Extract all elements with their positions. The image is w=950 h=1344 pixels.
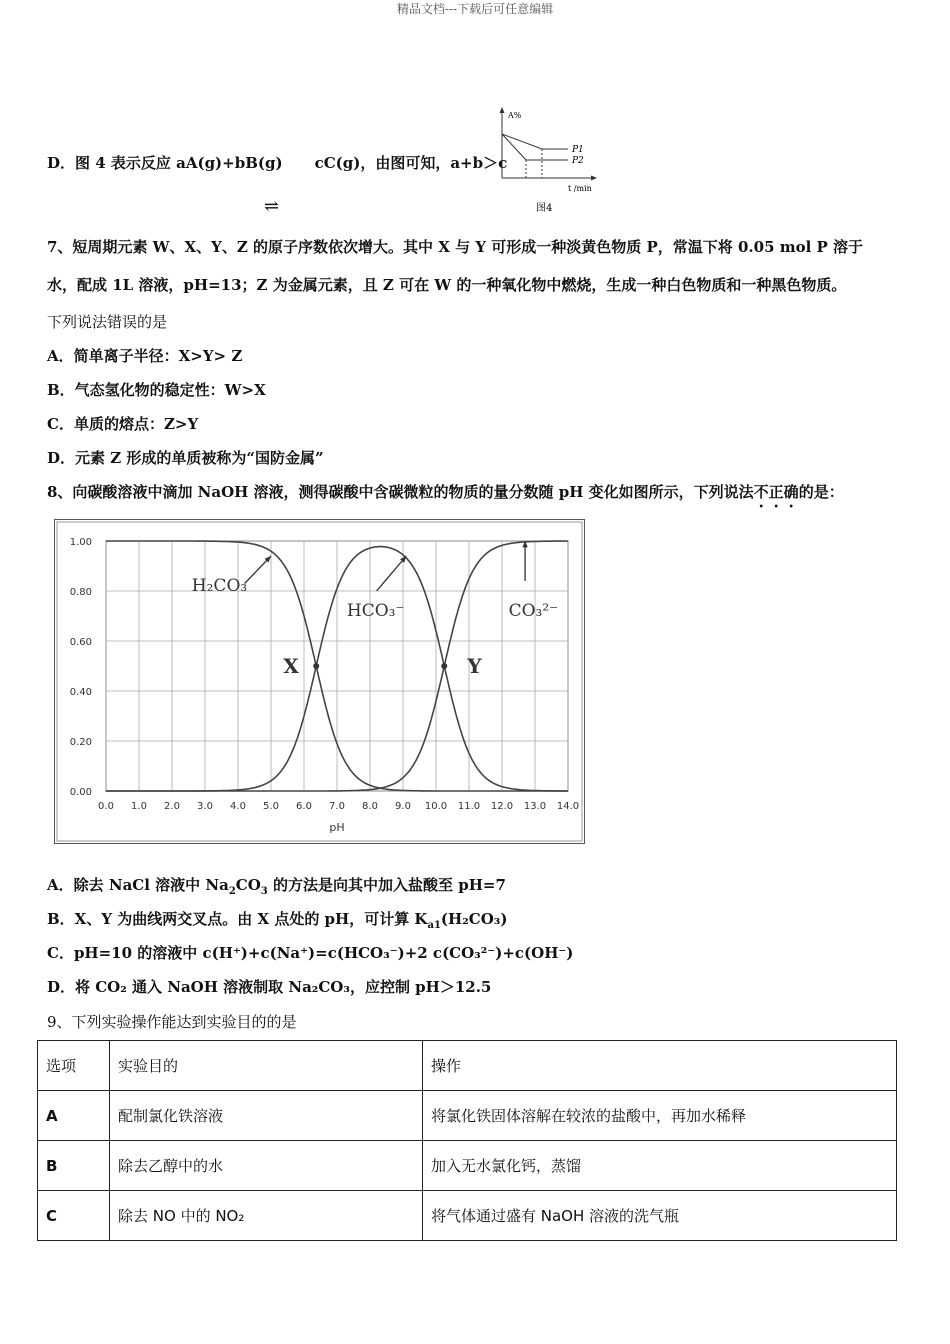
- x-tick-label: 9.0: [395, 801, 411, 812]
- q9-stem: 9、下列实验操作能达到实验目的的是: [47, 1013, 297, 1031]
- row-operation: 加入无水氯化钙，蒸馏: [423, 1141, 897, 1191]
- table-row: [38, 1191, 897, 1241]
- y-tick-label: 1.00: [69, 537, 92, 548]
- carbonate-distribution-chart: [54, 519, 586, 845]
- q8-stem-before: 8、向碳酸溶液中滴加 NaOH 溶液，测得碳酸中含碳微粒的物质的量分数随 pH 变化如图所示，下列说法: [47, 483, 754, 501]
- q9-table: [37, 1040, 897, 1241]
- x-tick-label: 0.0: [98, 801, 114, 812]
- x-tick-label: 5.0: [263, 801, 279, 812]
- fig4-caption: 图4: [536, 203, 553, 214]
- fig4-p1-label: P1: [572, 145, 584, 155]
- q8b-post: (H₂CO₃): [440, 910, 508, 928]
- x-axis-label: pH: [329, 821, 345, 834]
- x-tick-label: 14.0: [556, 801, 580, 812]
- q8-stem-emph: 不正确: [753, 483, 799, 501]
- row-option: B: [38, 1141, 110, 1191]
- q8-option-d: D．将 CO₂ 通入 NaOH 溶液制取 Na₂CO₃，应控制 pH＞12.5: [47, 978, 492, 996]
- fig4-p2-label: P2: [572, 156, 584, 166]
- x-tick-label: 10.0: [424, 801, 448, 812]
- series-label-0: H₂CO₃: [191, 576, 248, 596]
- page-header: 精品文档---下载后可任意编辑: [396, 2, 554, 16]
- q6d-prefix: D．图 4 表示反应 aA(g)+bB(g): [47, 154, 283, 172]
- q8-stem: [47, 481, 844, 511]
- x-tick-label: 7.0: [329, 801, 345, 812]
- q6-option-d: [47, 152, 507, 173]
- q7-stem-2: 水，配成 1L 溶液，pH=13；Z 为金属元素，且 Z 可在 W 的一种氧化物中燃烧，生成一种白色物质和一种黑色物质。: [47, 276, 847, 294]
- row-purpose: 除去乙醇中的水: [110, 1141, 423, 1191]
- row-operation: 将氯化铁固体溶解在较浓的盐酸中，再加水稀释: [423, 1091, 897, 1141]
- intersection-label-1: Y: [467, 654, 482, 678]
- q8-option-a: [47, 874, 506, 897]
- series-label-2: CO₃²⁻: [508, 601, 559, 621]
- x-tick-label: 4.0: [230, 801, 246, 812]
- fig4-ylabel: A%: [508, 111, 522, 120]
- header-cell-option: 选项: [38, 1041, 110, 1091]
- table-row: [38, 1091, 897, 1141]
- x-tick-label: 6.0: [296, 801, 312, 812]
- intersection-point-0: [313, 663, 319, 669]
- y-tick-label: 0.60: [69, 637, 92, 648]
- q7-option-b: B．气态氢化物的稳定性：W>X: [47, 381, 266, 399]
- x-tick-label: 1.0: [131, 801, 147, 812]
- row-option: A: [38, 1091, 110, 1141]
- q8-stem-after: 的是：: [798, 483, 844, 501]
- y-tick-label: 0.20: [69, 737, 92, 748]
- row-operation: 将气体通过盛有 NaOH 溶液的洗气瓶: [423, 1191, 897, 1241]
- q6d-product: cC(g)，由图可知，a+b＞c: [314, 154, 508, 172]
- x-tick-label: 11.0: [457, 801, 481, 812]
- header-cell-purpose: 实验目的: [110, 1041, 423, 1091]
- q7-option-d: D．元素 Z 形成的单质被称为“国防金属”: [47, 449, 324, 467]
- q8-option-c: C．pH=10 的溶液中 c(H⁺)+c(Na⁺)=c(HCO₃⁻)+2 c(CO₃²⁻)+c(OH⁻): [47, 944, 574, 962]
- q7-stem-1: 7、短周期元素 W、X、Y、Z 的原子序数依次增大。其中 X 与 Y 可形成一种淡黄色物质 P，常温下将 0.05 mol P 溶于: [47, 238, 864, 256]
- row-purpose: 配制氯化铁溶液: [110, 1091, 423, 1141]
- q7-option-c: C．单质的熔点：Z>Y: [47, 415, 199, 433]
- q8b-pre: B．X、Y 为曲线两交叉点。由 X 点处的 pH，可计算 K: [47, 910, 428, 928]
- p1-curve: [502, 134, 568, 149]
- x-tick-label: 8.0: [362, 801, 378, 812]
- series-label-1: HCO₃⁻: [346, 601, 405, 621]
- x-tick-label: 12.0: [490, 801, 514, 812]
- q8a-post: 的方法是向其中加入盐酸至 pH=7: [267, 876, 506, 894]
- q8-option-b: [47, 908, 507, 931]
- row-purpose: 除去 NO 中的 NO₂: [110, 1191, 423, 1241]
- figure-4: [490, 104, 605, 216]
- q8a-mid: CO: [235, 876, 261, 894]
- q8a-pre: A．除去 NaCl 溶液中 Na: [47, 876, 229, 894]
- q7-option-a: A．简单离子半径：X>Y> Z: [47, 347, 243, 365]
- table-row: [38, 1141, 897, 1191]
- reversible-arrow-icon: ⇌: [264, 196, 280, 217]
- fig4-xlabel: t /min: [568, 184, 592, 193]
- y-tick-label: 0.80: [69, 587, 92, 598]
- x-tick-label: 3.0: [197, 801, 213, 812]
- intersection-label-0: X: [283, 654, 299, 678]
- q8a-sub2: 3: [260, 886, 268, 897]
- x-tick-label: 2.0: [164, 801, 180, 812]
- q8b-sub: a1: [427, 920, 441, 931]
- y-tick-label: 0.00: [69, 787, 92, 798]
- row-option: C: [38, 1191, 110, 1241]
- q7-stem-3: 下列说法错误的是: [47, 313, 168, 331]
- x-tick-label: 13.0: [523, 801, 547, 812]
- intersection-point-1: [441, 663, 447, 669]
- header-cell-operation: 操作: [423, 1041, 897, 1091]
- y-tick-label: 0.40: [69, 687, 92, 698]
- table-header-row: [38, 1041, 897, 1091]
- q8a-sub1: 2: [228, 886, 236, 897]
